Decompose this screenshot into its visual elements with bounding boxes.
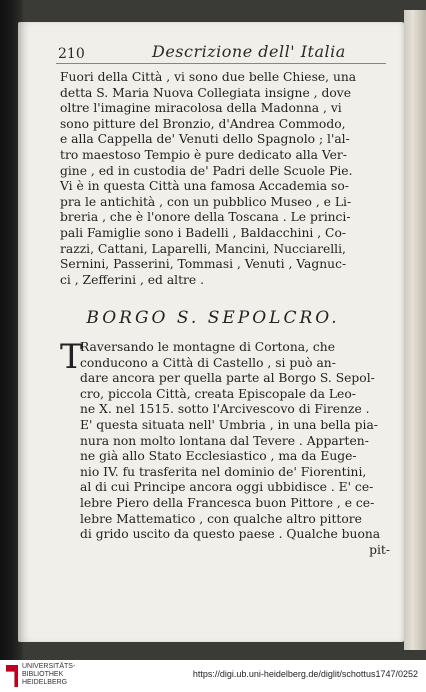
text-line: Sernini, Passerini, Tommasi , Venuti , Vagnuc- <box>60 257 347 272</box>
text-line: dare ancora per quella parte al Borgo S. Sepol- <box>80 371 375 386</box>
running-head <box>58 40 388 62</box>
text-line: nio IV. fu trasferita nel dominio de' Fiorentini, <box>80 464 367 479</box>
viewer-footer <box>0 660 426 692</box>
text-line: pra le antichità , con un pubblico Museo , e Li- <box>60 194 352 209</box>
dropcap-letter: T <box>60 337 83 377</box>
text-line: breria , che è l'onore della Toscana . Le princi- <box>60 210 351 225</box>
text-line: ci , Zefferini , ed altre . <box>60 272 205 287</box>
text-line: al di cui Principe ancora oggi ubbidisce . E' ce- <box>80 480 374 495</box>
text-line: Fuori della Città , vi sono due belle Chiese, una <box>60 70 357 84</box>
text-line: Vi è in questa Città una famosa Accademia so- <box>60 179 349 194</box>
text-line: ne già allo Stato Ecclesiastico , ma da Euge- <box>80 449 357 464</box>
library-name: UNIVERSITÄTS- BIBLIOTHEK HEIDELBERG <box>22 663 76 686</box>
library-logo-icon <box>6 665 18 687</box>
section-heading: BORGO S. SEPOLCRO. <box>86 308 340 328</box>
paragraph-2 <box>80 340 390 558</box>
text-line: detta S. Maria Nuova Collegiata insigne , dove <box>60 85 351 100</box>
text-line: lebre Mattematico , con qualche altro pittore <box>80 511 362 526</box>
text-line: conducono a Città di Castello , si può an- <box>80 355 336 370</box>
text-line: Raversando le montagne di Cortona, che <box>80 340 335 354</box>
text-line: ne X. nel 1515. sotto l'Arcivescovo di Firenze . <box>80 402 370 417</box>
text-line: cro, piccola Città, creata Episcopale da Leo- <box>80 386 356 401</box>
header-rule <box>56 63 386 64</box>
text-line: razzi, Cattani, Laparelli, Mancini, Nucciarelli, <box>60 241 346 256</box>
page-header: Descrizione dell' Italia <box>152 42 346 61</box>
paragraph-1 <box>60 70 390 288</box>
page-edge <box>404 10 426 650</box>
text-line: di grido uscito da questo paese . Qualche buona <box>80 527 381 542</box>
text-line: pali Famiglie sono i Badelli , Baldacchini , Co- <box>60 225 347 240</box>
text-line: sono pitture del Bronzio, d'Andrea Commodo, <box>60 116 346 131</box>
text-line: pit- <box>369 542 390 557</box>
source-url-link[interactable]: https://digi.ub.uni-heidelberg.de/diglit/schottus1747/0252 <box>192 669 418 679</box>
text-line: tro maestoso Tempio è pure dedicato alla Ver- <box>60 147 347 162</box>
text-line: E' questa situata nell' Umbria , in una bella pia- <box>80 417 378 432</box>
text-line: oltre l'imagine miracolosa della Madonna , vi <box>60 101 342 116</box>
page-number: 210 <box>58 46 85 62</box>
text-line: gine , ed in custodia de' Padri delle Scuole Pie. <box>60 163 353 178</box>
text-line: lebre Piero della Francesca buon Pittore , e ce- <box>80 495 375 510</box>
text-line: e alla Cappella de' Venuti dello Spagnolo ; l'al- <box>60 132 350 147</box>
text-line: nura non molto lontana dal Tevere . Apparten- <box>80 433 369 448</box>
